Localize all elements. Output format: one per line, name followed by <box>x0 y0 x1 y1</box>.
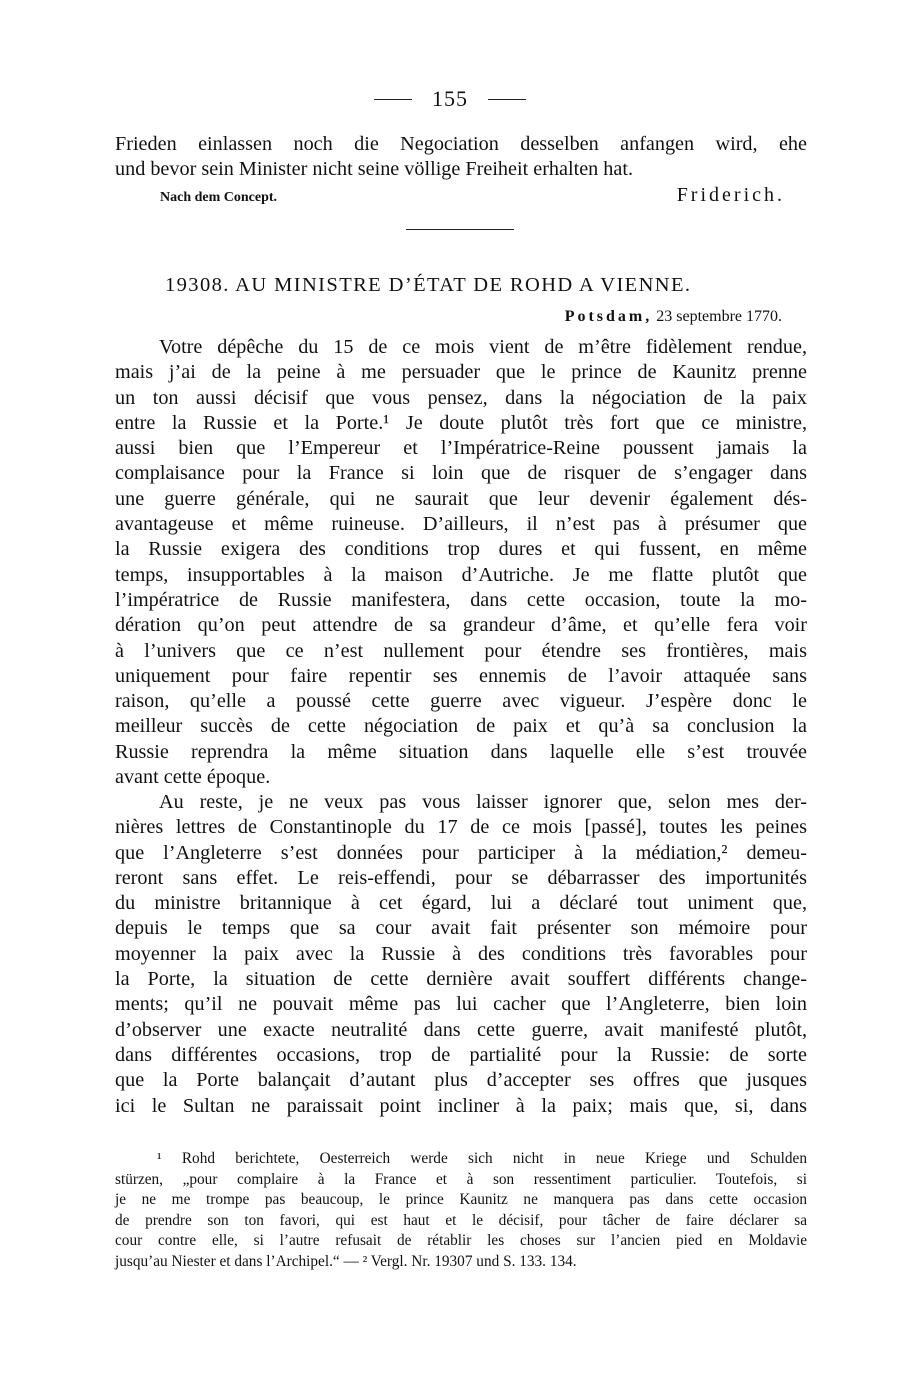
letter-paragraph-1 <box>115 335 807 790</box>
dateline <box>565 308 782 326</box>
text-line: que la Porte balançait d’autant plus d’accepter ses offres que jusques <box>115 1069 807 1092</box>
page-number-right-dash <box>488 99 526 100</box>
text-line: une guerre générale, qui ne saurait que leur devenir également dés- <box>115 487 807 510</box>
section-divider <box>406 229 514 230</box>
text-line: temps, insupportables à la maison d’Autriche. Je me flatte plutôt que <box>115 563 807 586</box>
footnote-line: jusqu’au Niester et dans l’Archipel.“ — ² Vergl. Nr. 19307 und S. 133. 134. <box>115 1252 577 1270</box>
text-line: dans différentes occasions, trop de partialité pour la Russie: de sorte <box>115 1043 807 1066</box>
text-line: reront sans effet. Le reis-effendi, pour se débarrasser des importunités <box>115 866 807 889</box>
text-line: depuis le temps que sa cour avait fait présenter son mémoire pour <box>115 917 807 940</box>
text-line: und bevor sein Minister nicht seine völlige Freiheit erhalten hat. <box>115 158 634 181</box>
text-line: dération qu’on peut attendre de sa grandeur d’âme, et qu’elle fera voir <box>115 614 807 637</box>
page-number <box>0 86 900 112</box>
text-line: Frieden einlassen noch die Negociation desselben anfangen wird, ehe <box>115 133 807 155</box>
dateline-place: Potsdam, <box>564 308 653 325</box>
text-line: à l’univers que ce n’est nullement pour étendre ses frontières, mais <box>115 639 807 662</box>
continuation-paragraph <box>115 132 807 183</box>
text-line: Au reste, je ne veux pas vous laisser ignorer que, selon mes der- <box>159 791 807 813</box>
page-number-text: 155 <box>432 86 468 111</box>
text-line: d’observer une exacte neutralité dans cette guerre, avait manifesté plutôt, <box>115 1018 807 1041</box>
text-line: moyenner la paix avec la Russie à des conditions très favorables pour <box>115 942 807 965</box>
text-line: Votre dépêche du 15 de ce mois vient de m’être fidèlement rendue, <box>159 336 807 358</box>
text-line: ici le Sultan ne paraissait point incliner à la paix; mais que, si, dans <box>115 1094 807 1117</box>
footnote-line: je ne me trompe pas beaucoup, le prince Kaunitz ne manquera pas dans cette occasion <box>115 1191 807 1209</box>
footnotes <box>115 1149 807 1273</box>
text-line: avantageuse et même ruineuse. D’ailleurs, il n’est pas à présumer que <box>115 513 807 536</box>
text-line: nières lettres de Constantinople du 17 de ce mois [passé], toutes les peines <box>115 816 807 839</box>
footnote-line: ¹ Rohd berichtete, Oesterreich werde sich nicht in neue Kriege und Schulden <box>157 1150 807 1167</box>
text-line: la Russie exigera des conditions trop dures et qui fussent, en même <box>115 538 807 561</box>
text-line: du ministre britannique à cet égard, lui a déclaré tout uniment que, <box>115 892 807 915</box>
text-line: Russie reprendra la même situation dans laquelle elle s’est trouvée <box>115 740 807 763</box>
text-line: aussi bien que l’Empereur et l’Impératrice-Reine poussent jamais la <box>115 437 807 460</box>
text-line: meilleur succès de cette négociation de paix et qu’à sa conclusion la <box>115 715 807 738</box>
footnote-line: de prendre son ton favori, qui est haut et le décisif, pour tâcher de faire déclarer sa <box>115 1211 807 1229</box>
text-line: la Porte, la situation de cette dernière avait souffert différents change- <box>115 968 807 991</box>
signature: Friderich. <box>676 184 785 206</box>
text-line: l’impératrice de Russie manifestera, dans cette occasion, toute la mo- <box>115 588 807 611</box>
text-line: un ton aussi décisif que vous pensez, dans la négociation de la paix <box>115 386 807 409</box>
text-line: que l’Angleterre s’est données pour participer à la médiation,² demeu- <box>115 841 807 864</box>
text-line: complaisance pour la France si loin que de risquer de s’engager dans <box>115 462 807 485</box>
footnote-line: stürzen, „pour complaire à la France et à son ressentiment particulier. Toutefois, si <box>115 1170 807 1188</box>
source-note: Nach dem Concept. <box>160 190 278 205</box>
letter-heading: 19308. AU MINISTRE D’ÉTAT DE ROHD A VIENNE. <box>165 274 692 296</box>
dateline-date: 23 septembre 1770. <box>656 308 782 325</box>
text-line: raison, qu’elle a poussé cette guerre avec vigueur. J’espère donc le <box>115 690 807 713</box>
text-line: entre la Russie et la Porte.¹ Je doute plutôt très fort que ce ministre, <box>115 411 807 434</box>
text-line: ments; qu’il ne pouvait même pas lui cacher que l’Angleterre, bien loin <box>115 993 807 1016</box>
text-line: avant cette époque. <box>115 766 271 789</box>
text-line: uniquement pour faire repentir ses ennemis de l’avoir attaquée sans <box>115 664 807 687</box>
text-line: mais j’ai de la peine à me persuader que le prince de Kaunitz prenne <box>115 361 807 384</box>
footnote-line: cour contre elle, si l’autre refusait de rétablir les choses sur l’ancien pied en Moldavie <box>115 1232 807 1250</box>
letter-paragraph-2 <box>115 790 807 1119</box>
page-number-left-dash <box>374 99 412 100</box>
